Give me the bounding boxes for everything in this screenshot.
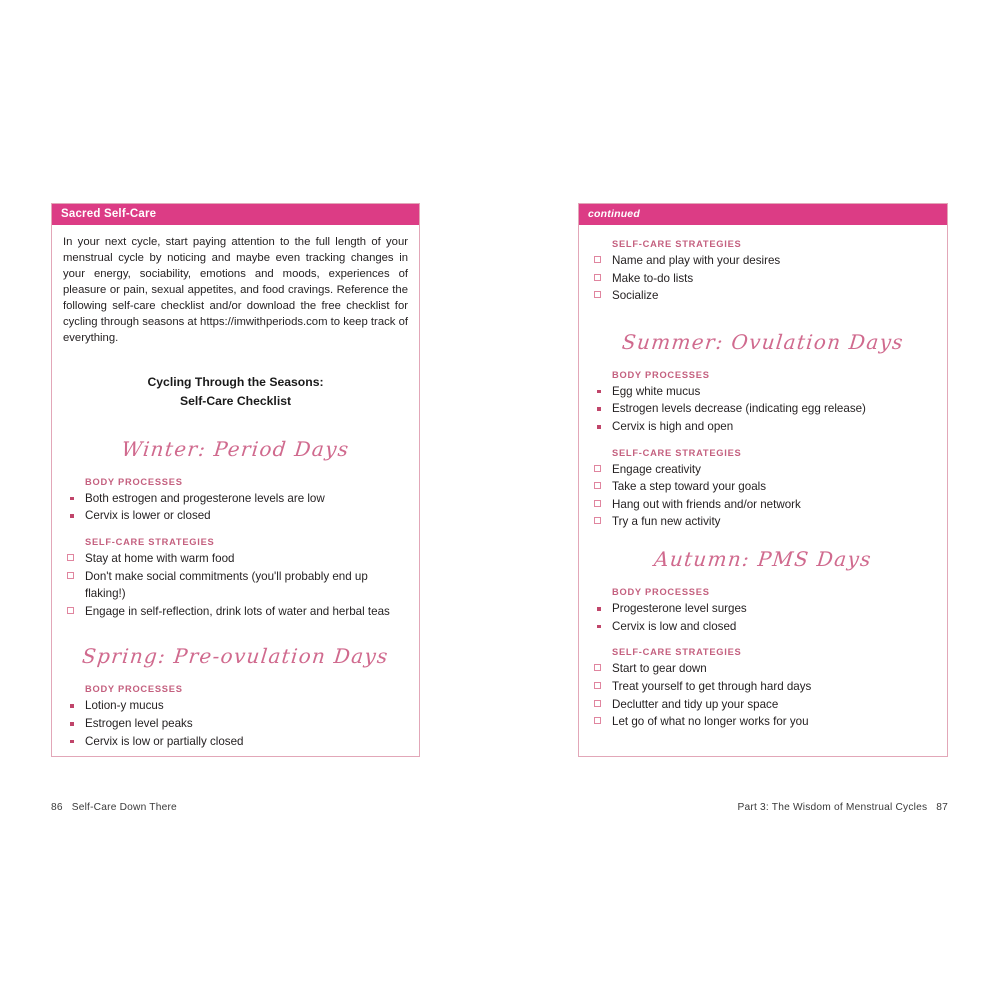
checklist-item[interactable]: Hang out with friends and/or network bbox=[590, 496, 936, 514]
winter-strategies-label: SELF-CARE STRATEGIES bbox=[85, 537, 215, 548]
autumn-body-processes-list bbox=[590, 600, 936, 635]
list-item: Cervix is low and closed bbox=[590, 618, 936, 636]
list-item: Estrogen levels decrease (indicating egg release) bbox=[590, 400, 936, 418]
callout-body-left bbox=[52, 225, 419, 750]
checklist-title bbox=[63, 373, 408, 410]
checklist-item[interactable]: Engage in self-reflection, drink lots of water and herbal teas bbox=[63, 603, 408, 621]
page-number-left: 86 bbox=[51, 802, 63, 813]
season-heading-autumn: Autumn: PMS Days bbox=[652, 547, 874, 572]
footer-right bbox=[738, 802, 948, 813]
callout-title-left: Sacred Self-Care bbox=[61, 207, 157, 220]
checklist-item[interactable]: Don't make social commitments (you'll probably end up flaking!) bbox=[63, 568, 408, 603]
checklist-item[interactable]: Socialize bbox=[590, 287, 936, 305]
list-item: Lotion-y mucus bbox=[63, 697, 408, 715]
checklist-item[interactable]: Engage creativity bbox=[590, 461, 936, 479]
checklist-item[interactable]: Name and play with your desires bbox=[590, 252, 936, 270]
winter-body-processes-list bbox=[63, 490, 408, 525]
autumn-strategies-list bbox=[590, 660, 936, 730]
checklist-title-line-2: Self-Care Checklist bbox=[179, 393, 292, 408]
footer-left bbox=[51, 802, 177, 813]
checklist-item[interactable]: Declutter and tidy up your space bbox=[590, 696, 936, 714]
checklist-item[interactable]: Start to gear down bbox=[590, 660, 936, 678]
checklist-item[interactable]: Try a fun new activity bbox=[590, 513, 936, 531]
winter-strategies-list bbox=[63, 550, 408, 620]
summer-body-processes-list bbox=[590, 383, 936, 436]
callout-header-left bbox=[52, 204, 419, 225]
continued-callout bbox=[578, 203, 948, 757]
autumn-strategies-label: SELF-CARE STRATEGIES bbox=[612, 647, 742, 658]
season-heading-winter: Winter: Period Days bbox=[120, 436, 351, 461]
callout-title-right: continued bbox=[588, 208, 640, 221]
list-item: Cervix is low or partially closed bbox=[63, 733, 408, 751]
autumn-body-processes-label: BODY PROCESSES bbox=[612, 587, 710, 598]
right-page bbox=[500, 0, 1000, 1000]
checklist-item[interactable]: Stay at home with warm food bbox=[63, 550, 408, 568]
list-item: Both estrogen and progesterone levels are low bbox=[63, 490, 408, 508]
list-item: Estrogen level peaks bbox=[63, 715, 408, 733]
summer-strategies-list bbox=[590, 461, 936, 531]
checklist-item[interactable]: Treat yourself to get through hard days bbox=[590, 678, 936, 696]
summer-body-processes-label: BODY PROCESSES bbox=[612, 369, 710, 380]
spring-body-processes-list bbox=[63, 697, 408, 750]
winter-body-processes-label: BODY PROCESSES bbox=[85, 476, 183, 487]
footer-text-right: Part 3: The Wisdom of Menstrual Cycles bbox=[737, 802, 928, 813]
season-heading-summer: Summer: Ovulation Days bbox=[620, 329, 906, 354]
list-item: Egg white mucus bbox=[590, 383, 936, 401]
list-item: Progesterone level surges bbox=[590, 600, 936, 618]
checklist-item[interactable]: Make to-do lists bbox=[590, 270, 936, 288]
spring-strategies-label: SELF-CARE STRATEGIES bbox=[612, 239, 742, 249]
checklist-item[interactable]: Take a step toward your goals bbox=[590, 478, 936, 496]
spring-strategies-list bbox=[590, 252, 936, 305]
intro-paragraph: In your next cycle, start paying attention to the full length of your menstrual cycle by noticing and maybe even tracking changes in your energy, sociability, emotions and moods, experiences of pleasure or pain, sexual appetites, and food cravings. Reference the following self-care checklist and/or download the free checklist for cycling through seasons at https://imwithperiods.com to keep track of everything. bbox=[63, 236, 408, 345]
sacred-self-care-callout bbox=[51, 203, 420, 757]
footer-text-left: Self-Care Down There bbox=[71, 802, 177, 813]
page-number-right: 87 bbox=[936, 802, 948, 813]
list-item: Cervix is lower or closed bbox=[63, 507, 408, 525]
list-item: Cervix is high and open bbox=[590, 418, 936, 436]
spring-body-processes-label: BODY PROCESSES bbox=[85, 684, 183, 695]
callout-header-right bbox=[579, 204, 947, 225]
checklist-item[interactable]: Let go of what no longer works for you bbox=[590, 713, 936, 731]
summer-strategies-label: SELF-CARE STRATEGIES bbox=[612, 447, 742, 458]
season-heading-spring: Spring: Pre-ovulation Days bbox=[81, 644, 390, 669]
checklist-title-line-1: Cycling Through the Seasons: bbox=[147, 375, 324, 390]
callout-body-right bbox=[579, 225, 947, 731]
